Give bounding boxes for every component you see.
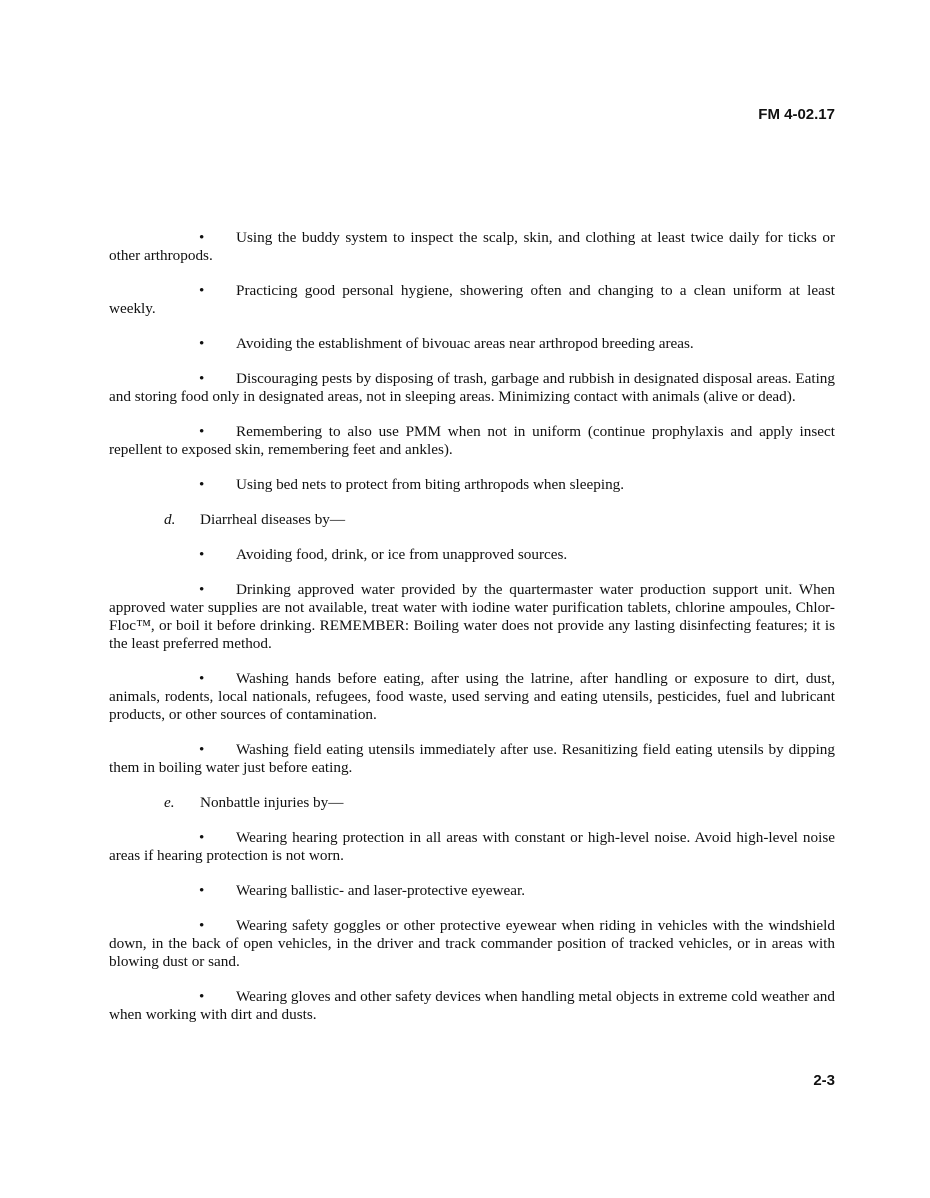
subsection-text: Nonbattle injuries by— (200, 794, 344, 811)
bullet-icon: • (199, 476, 205, 493)
bullet-icon: • (199, 829, 205, 846)
subsection-heading (109, 794, 835, 812)
bullet-text: Wearing safety goggles or other protective eyewear when riding in vehicles with the windshield down, in the back of open vehicles, in the driver and track commander position of tracked vehicles, or in areas with blowing dust or sand. (109, 917, 835, 970)
bullet-icon: • (199, 423, 205, 440)
bullet-text: Avoiding food, drink, or ice from unapproved sources. (236, 546, 568, 563)
bullet-text: Washing field eating utensils immediately after use. Resanitizing field eating utensils by dipping them in boiling water just before eating. (109, 741, 835, 776)
bullet-text: Using the buddy system to inspect the scalp, skin, and clothing at least twice daily for ticks or other arthropods. (109, 229, 835, 264)
bullet-text: Avoiding the establishment of bivouac areas near arthropod breeding areas. (236, 335, 694, 352)
subsection-letter: e. (164, 794, 175, 811)
bullet-item (109, 229, 835, 265)
document-number: FM 4-02.17 (758, 106, 835, 123)
bullet-icon: • (199, 882, 205, 899)
bullet-item (109, 917, 835, 971)
subsection-letter: d. (164, 511, 176, 528)
bullet-text: Remembering to also use PMM when not in uniform (continue prophylaxis and apply insect repellent to exposed skin, remembering feet and ankles). (109, 423, 835, 458)
bullet-item (109, 882, 835, 900)
bullet-text: Washing hands before eating, after using the latrine, after handling or exposure to dirt, dust, animals, rodents, local nationals, refugees, food waste, used serving and eating utensils, pesticides, fuel and lubricant products, or other sources of contamination. (109, 670, 835, 723)
bullet-item (109, 741, 835, 777)
bullet-icon: • (199, 917, 205, 934)
bullet-item (109, 423, 835, 459)
bullet-item (109, 546, 835, 564)
bullet-icon: • (199, 581, 205, 598)
bullet-item (109, 581, 835, 653)
page-number: 2-3 (813, 1072, 835, 1089)
bullet-item (109, 476, 835, 494)
bullet-item (109, 670, 835, 724)
bullet-item (109, 335, 835, 353)
bullet-item (109, 829, 835, 865)
bullet-item (109, 370, 835, 406)
bullet-icon: • (199, 670, 205, 687)
bullet-text: Practicing good personal hygiene, showering often and changing to a clean uniform at least weekly. (109, 282, 835, 317)
subsection-heading (109, 511, 835, 529)
bullet-item (109, 282, 835, 318)
bullet-text: Drinking approved water provided by the quartermaster water production support unit. When approved water supplies are not available, treat water with iodine water purification tablets, chlorine ampoules, Chlor-Floc™, or boil it before drinking. REMEMBER: Boiling water does not provide any lasting disinfecting features; it is the least preferred method. (109, 581, 835, 652)
bullet-icon: • (199, 741, 205, 758)
bullet-text: Wearing ballistic- and laser-protective eyewear. (236, 882, 526, 899)
bullet-text: Wearing gloves and other safety devices when handling metal objects in extreme cold weather and when working with dirt and dusts. (109, 988, 835, 1023)
bullet-item (109, 988, 835, 1024)
bullet-icon: • (199, 335, 205, 352)
bullet-icon: • (199, 988, 205, 1005)
bullet-icon: • (199, 229, 205, 246)
page-body (109, 229, 835, 1041)
bullet-text: Discouraging pests by disposing of trash, garbage and rubbish in designated disposal areas. Eating and storing food only in designated areas, not in sleeping areas. Minimizing contact with animals (alive or dead). (109, 370, 835, 405)
bullet-text: Wearing hearing protection in all areas with constant or high-level noise. Avoid high-level noise areas if hearing protection is not worn. (109, 829, 835, 864)
bullet-icon: • (199, 546, 205, 563)
bullet-icon: • (199, 370, 205, 387)
bullet-text: Using bed nets to protect from biting arthropods when sleeping. (236, 476, 625, 493)
subsection-text: Diarrheal diseases by— (200, 511, 346, 528)
bullet-icon: • (199, 282, 205, 299)
